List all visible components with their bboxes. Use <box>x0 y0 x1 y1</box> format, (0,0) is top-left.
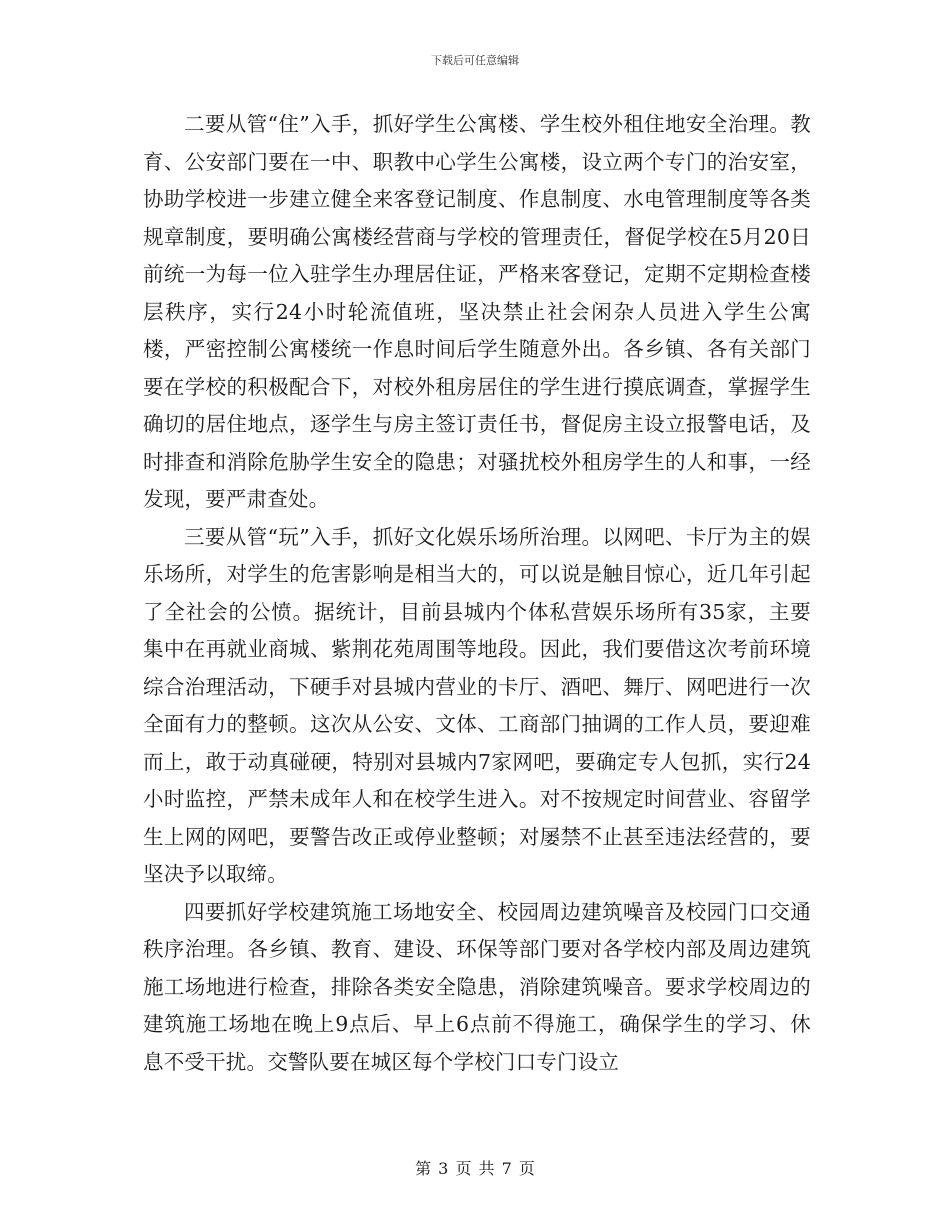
document-body <box>143 106 811 1081</box>
page-number-footer: 第 3 页 共 7 页 <box>415 1159 535 1178</box>
paragraph-2: 二要从管“住”入手，抓好学生公寓楼、学生校外租住地安全治理。教育、公安部门要在一中、职教中心学生公寓楼，设立两个专门的治安室，协助学校进一步建立健全来客登记制度、作息制度、水电管理制度等各类规章制度，要明确公寓楼经营商与学校的管理责任，督促学校在5月20日前统一为每一位入驻学生办理居住证，严格来客登记，定期不定期检查楼层秩序，实行24小时轮流值班，坚决禁止社会闲杂人员进入学生公寓楼，严密控制公寓楼统一作息时间后学生随意外出。各乡镇、各有关部门要在学校的积极配合下，对校外租房居住的学生进行摸底调查，掌握学生确切的居住地点，逐学生与房主签订责任书，督促房主设立报警电话，及时排查和消除危胁学生安全的隐患；对骚扰校外租房学生的人和事，一经发现，要严肃查处。 <box>143 112 811 511</box>
page-header-note: 下载后可任意编辑 <box>431 54 519 67</box>
paragraph-3: 三要从管“玩”入手，抓好文化娱乐场所治理。以网吧、卡厅为主的娱乐场所，对学生的危害影响是相当大的，可以说是触目惊心，近几年引起了全社会的公愤。据统计，目前县城内个体私营娱乐场所有35家，主要集中在再就业商城、紫荆花苑周围等地段。因此，我们要借这次考前环境综合治理活动，下硬手对县城内营业的卡厅、酒吧、舞厅、网吧进行一次全面有力的整顿。这次从公安、文体、工商部门抽调的工作人员，要迎难而上，敢于动真碰硬，特别对县城内7家网吧，要确定专人包抓，实行24小时监控，严禁未成年人和在校学生进入。对不按规定时间营业、容留学生上网的网吧，要警告改正或停业整顿；对屡禁不止甚至违法经营的，要坚决予以取缔。 <box>143 524 811 886</box>
paragraph-4: 四要抓好学校建筑施工场地安全、校园周边建筑噪音及校园门口交通秩序治理。各乡镇、教育、建设、环保等部门要对各学校内部及周边建筑施工场地进行检查，排除各类安全隐患，消除建筑噪音。要求学校周边的建筑施工场地在晚上9点后、早上6点前不得施工，确保学生的学习、休息不受干扰。交警队要在城区每个学校门口专门设立 <box>143 899 811 1074</box>
